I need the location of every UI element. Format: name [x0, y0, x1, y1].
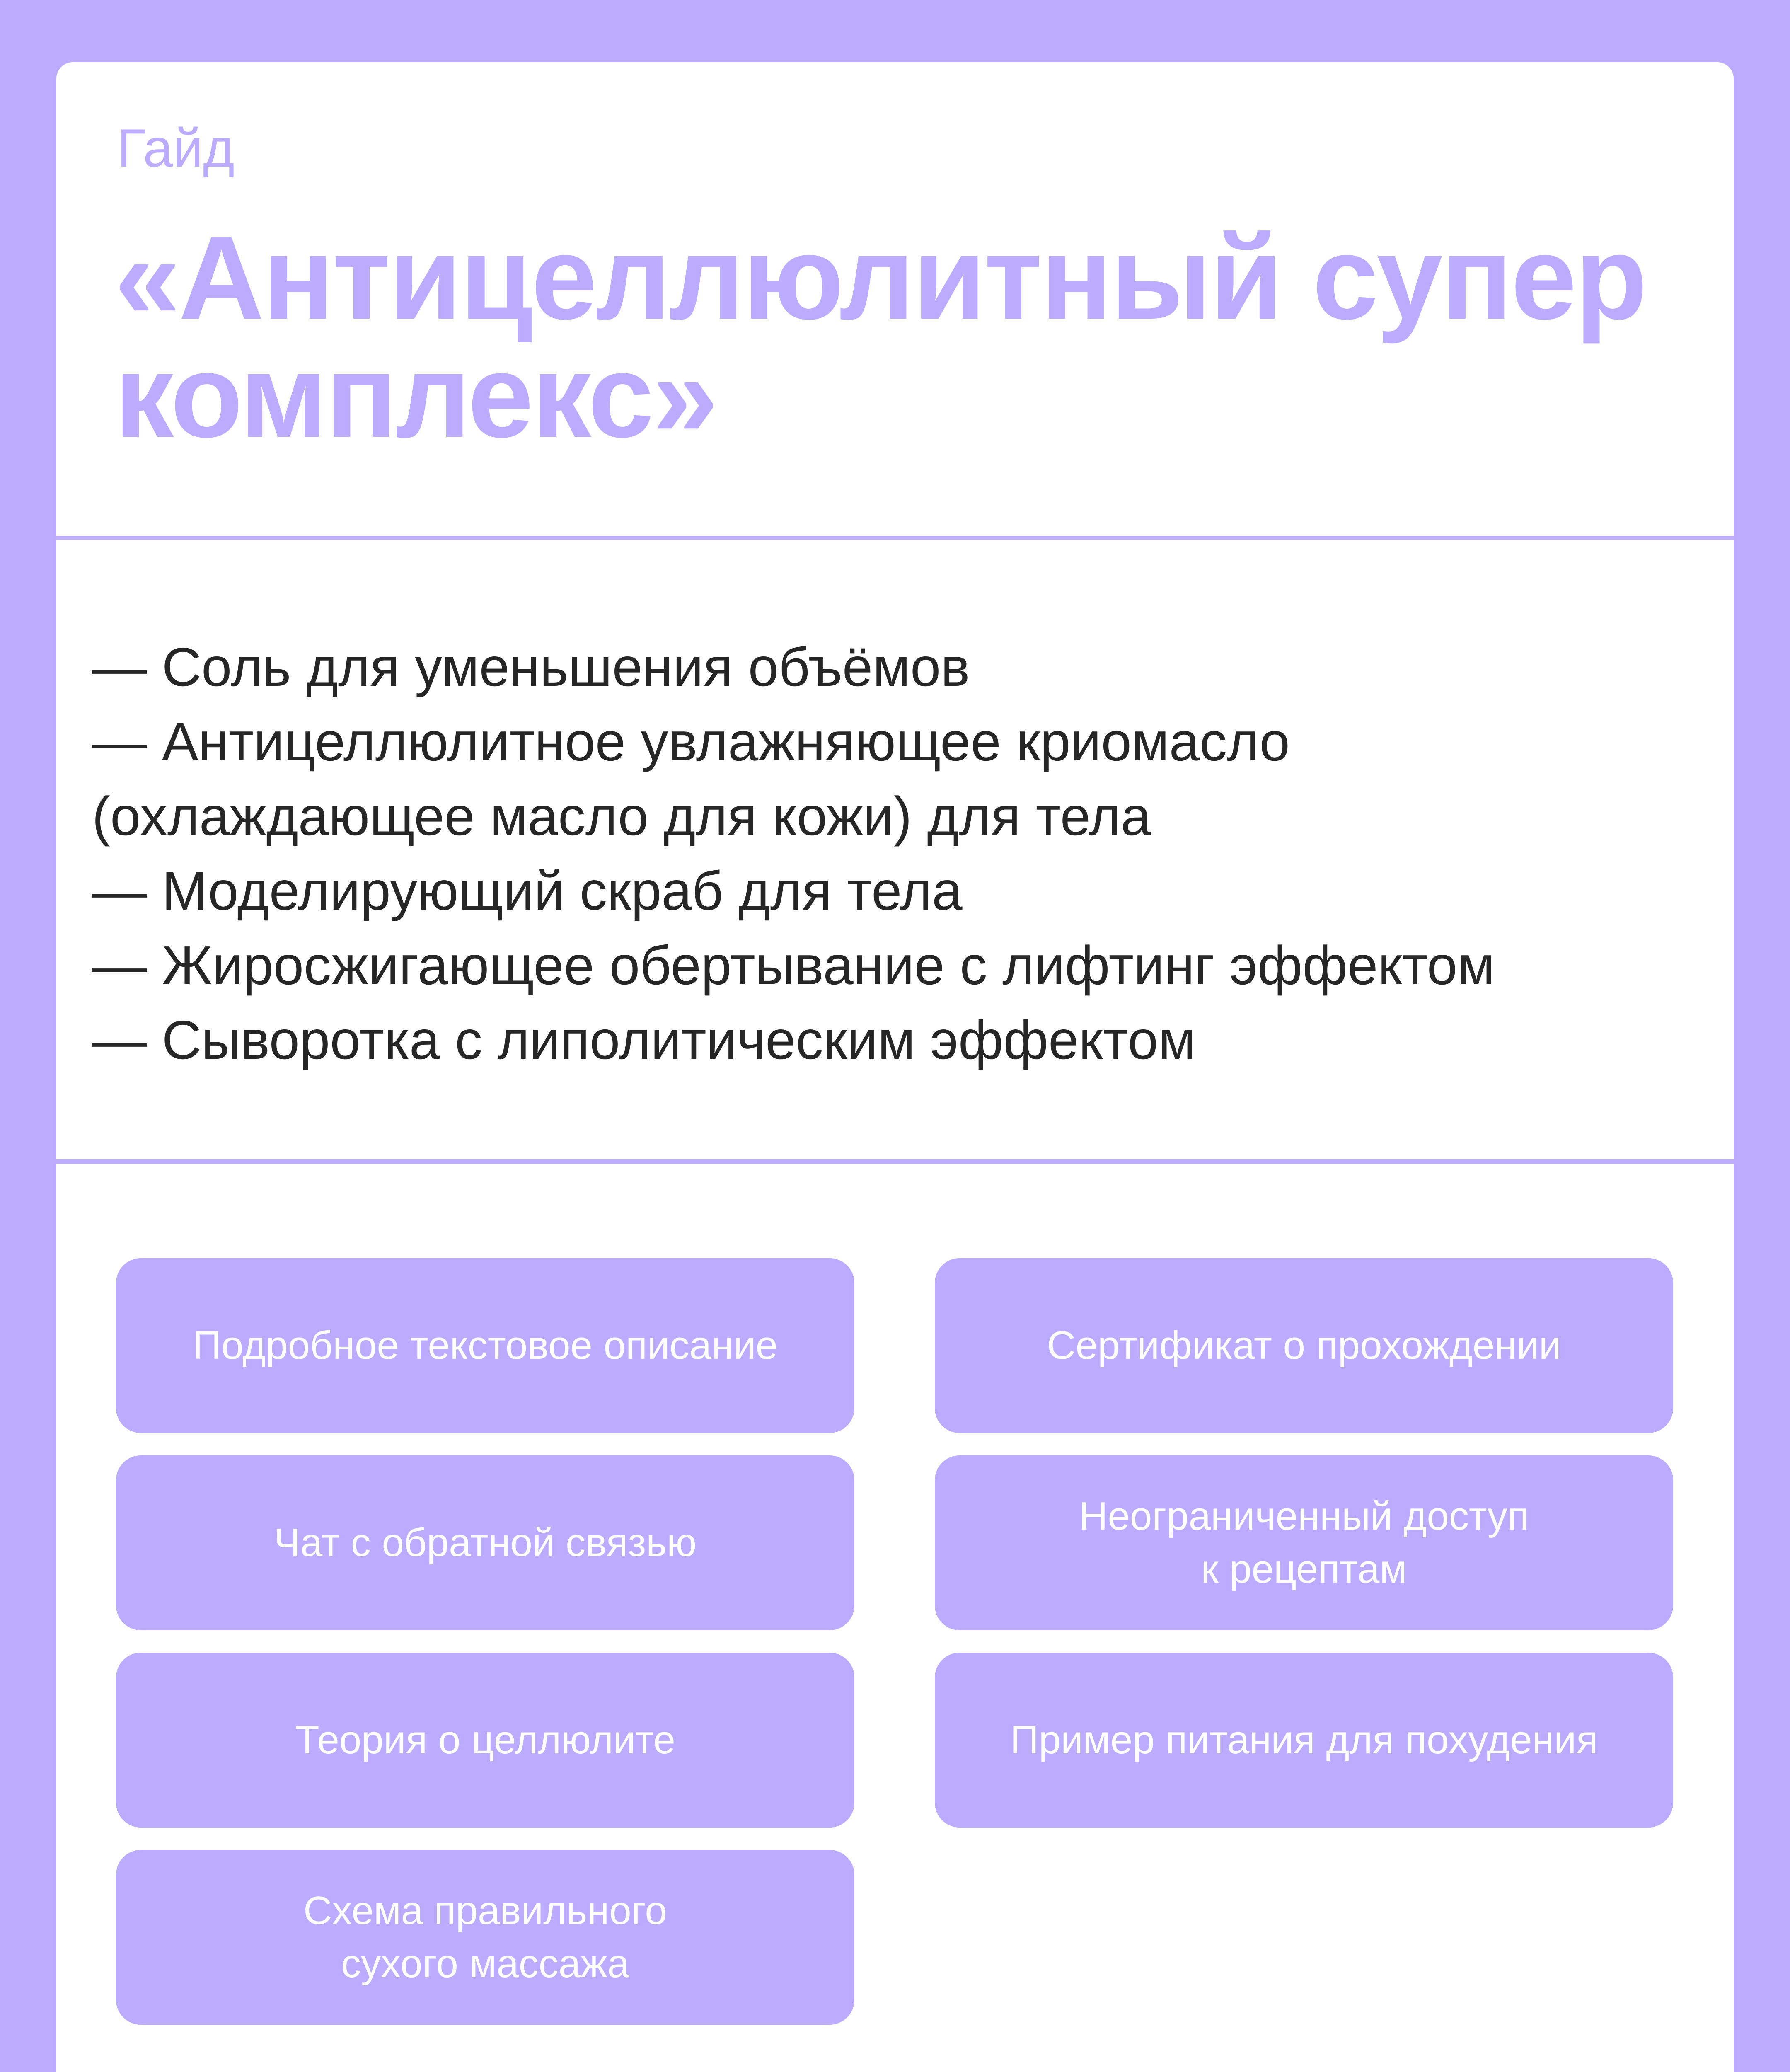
features-grid	[116, 1258, 1674, 2025]
feature-diet-example: Пример питания для похудения	[935, 1653, 1673, 1828]
guide-card	[56, 62, 1734, 2072]
component-item: (охлаждающее масло для кожи) для тела	[92, 786, 1151, 847]
feature-dry-massage-scheme: Схема правильного сухого массажа	[116, 1850, 854, 2025]
feature-certificate: Сертификат о прохождении	[935, 1258, 1673, 1433]
component-item: — Соль для уменьшения объёмов	[92, 637, 970, 697]
component-item: — Антицеллюлитное увлажняющее криомасло	[92, 711, 1290, 772]
component-item: — Жиросжигающее обертывание с лифтинг эффектом	[92, 935, 1495, 996]
guide-title: «Антицеллюлитный супер комплекс»	[114, 211, 1646, 462]
feature-cellulite-theory: Теория о целлюлите	[116, 1653, 854, 1828]
guide-eyebrow: Гайд	[117, 118, 235, 178]
feature-feedback-chat: Чат с обратной связью	[116, 1455, 854, 1630]
divider-top	[56, 536, 1734, 540]
feature-detailed-description: Подробное текстовое описание	[116, 1258, 854, 1433]
feature-unlimited-recipes: Неограниченный доступ к рецептам	[935, 1455, 1673, 1630]
divider-bottom	[56, 1159, 1734, 1164]
components-list	[92, 630, 1725, 1077]
component-item: — Моделирующий скраб для тела	[92, 860, 963, 921]
component-item: — Сыворотка с липолитическим эффектом	[92, 1009, 1196, 1070]
